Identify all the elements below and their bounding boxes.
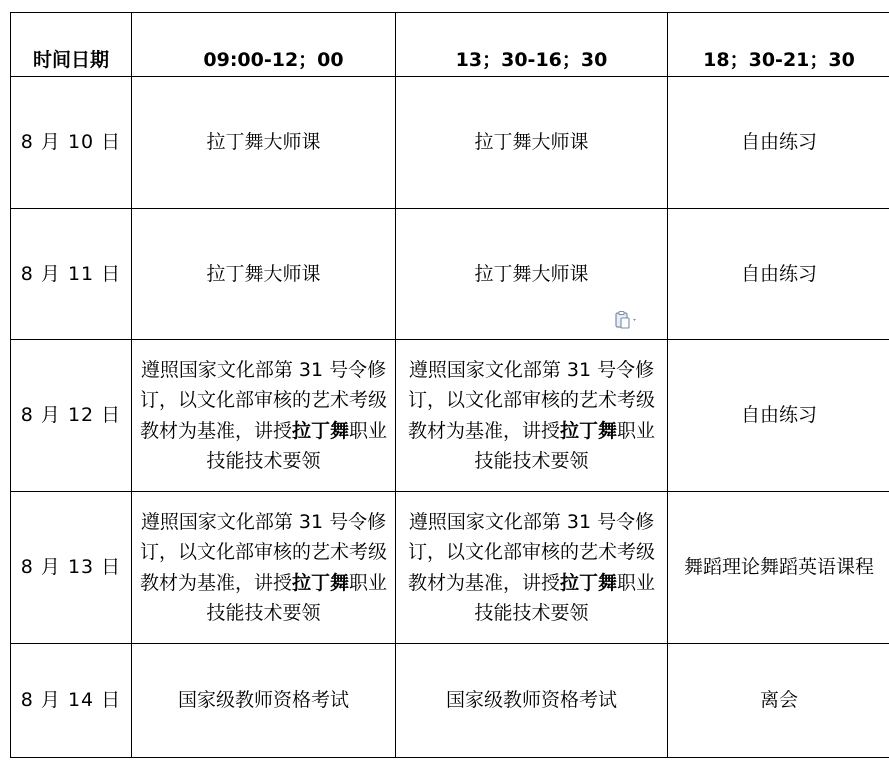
table-row [11, 492, 889, 644]
course-keyword: 拉丁舞 [291, 571, 349, 594]
evening-cell: 离会 [668, 644, 889, 758]
morning-cell [132, 492, 396, 644]
morning-cell: 拉丁舞大师课 [132, 77, 396, 209]
course-desc: 遵照国家文化部第 31 号令修订，以文化部审核的艺术考级教材为基准，讲授 [139, 510, 387, 594]
course-desc-end: 职业技能技术要领 [206, 419, 388, 472]
table-row [11, 77, 889, 209]
course-keyword: 拉丁舞 [291, 419, 349, 442]
date-cell: 8 月 14 日 [11, 644, 132, 758]
afternoon-text: 拉丁舞大师课 [474, 262, 589, 285]
header-morning: 09:00-12；00 [132, 13, 396, 77]
course-desc-end: 职业技能技术要领 [474, 571, 656, 624]
morning-cell [132, 340, 396, 492]
course-keyword: 拉丁舞 [559, 571, 617, 594]
course-desc: 遵照国家文化部第 31 号令修订，以文化部审核的艺术考级教材为基准，讲授 [407, 510, 655, 594]
morning-cell: 拉丁舞大师课 [132, 209, 396, 340]
afternoon-cell [396, 340, 668, 492]
course-desc-end: 职业技能技术要领 [474, 419, 656, 472]
course-desc-end: 职业技能技术要领 [206, 571, 388, 624]
paste-options-icon[interactable] [613, 309, 639, 329]
evening-cell: 自由练习 [668, 340, 889, 492]
table-row [11, 340, 889, 492]
afternoon-cell [396, 209, 668, 340]
afternoon-cell: 拉丁舞大师课 [396, 77, 668, 209]
course-desc: 遵照国家文化部第 31 号令修订，以文化部审核的艺术考级教材为基准，讲授 [139, 358, 387, 442]
afternoon-cell [396, 492, 668, 644]
evening-cell: 自由练习 [668, 209, 889, 340]
date-cell: 8 月 11 日 [11, 209, 132, 340]
course-keyword: 拉丁舞 [559, 419, 617, 442]
morning-cell: 国家级教师资格考试 [132, 644, 396, 758]
date-cell: 8 月 13 日 [11, 492, 132, 644]
header-date: 时间日期 [11, 13, 132, 77]
evening-cell: 舞蹈理论舞蹈英语课程 [668, 492, 889, 644]
date-cell: 8 月 12 日 [11, 340, 132, 492]
afternoon-cell: 国家级教师资格考试 [396, 644, 668, 758]
header-row [11, 13, 889, 77]
table-row [11, 644, 889, 758]
table-row [11, 209, 889, 340]
header-evening: 18；30-21；30 [668, 13, 889, 77]
date-cell: 8 月 10 日 [11, 77, 132, 209]
header-afternoon: 13；30-16；30 [396, 13, 668, 77]
evening-cell: 自由练习 [668, 77, 889, 209]
course-desc: 遵照国家文化部第 31 号令修订，以文化部审核的艺术考级教材为基准，讲授 [407, 358, 655, 442]
schedule-table [10, 12, 889, 758]
